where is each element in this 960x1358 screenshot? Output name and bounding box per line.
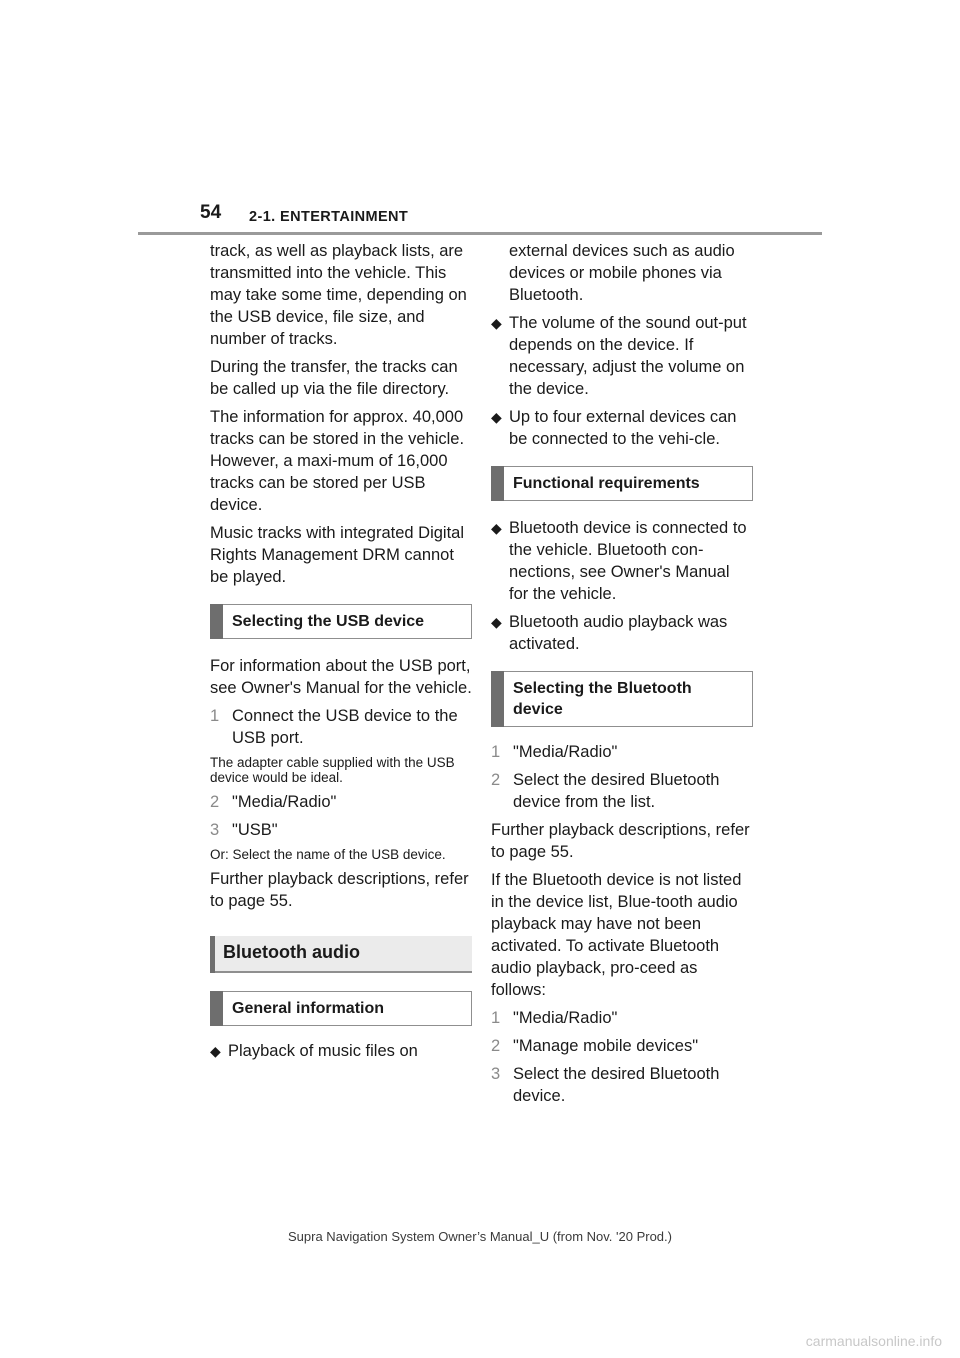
step-item	[491, 1063, 753, 1107]
step-number: 1	[491, 743, 501, 761]
step-number: 2	[491, 771, 501, 789]
heading-text: Selecting the USB device	[232, 613, 425, 630]
step-number: 2	[491, 1037, 501, 1055]
step-number: 2	[210, 793, 220, 811]
heading-bluetooth-audio	[210, 936, 472, 973]
heading-selecting-usb	[210, 604, 472, 639]
paragraph: Further playback descriptions, refer to page 55.	[491, 821, 750, 861]
step-text: "Media/Radio"	[513, 1009, 618, 1027]
section-title: 2-1. ENTERTAINMENT	[249, 209, 409, 225]
diamond-bullet-icon: ◆	[491, 315, 502, 331]
step-item	[491, 1007, 753, 1029]
diamond-bullet-icon: ◆	[491, 614, 502, 630]
page-number: 54	[200, 202, 222, 223]
page-footer: Supra Navigation System Owner’s Manual_U (from Nov. '20 Prod.)	[288, 1229, 672, 1244]
heading-bar	[210, 604, 223, 639]
bullet-text: The volume of the sound out-put depends on the device. If necessary, adjust the volume on the device.	[509, 314, 747, 398]
heading-bar	[210, 991, 223, 1026]
diamond-bullet-icon: ◆	[491, 520, 502, 536]
bullet-text: Bluetooth device is connected to the vehicle. Bluetooth con-nections, see Owner's Manual for the vehicle.	[509, 519, 747, 603]
watermark[interactable]: carmanualsonline.info	[805, 1333, 942, 1349]
paragraph: During the transfer, the tracks can be called up via the file directory.	[210, 358, 458, 398]
bullet-text: Up to four external devices can be connected to the vehi-cle.	[509, 408, 737, 448]
heading-text: Selecting the Bluetooth device	[513, 680, 692, 718]
step-item	[210, 705, 472, 749]
heading-text: Functional requirements	[513, 475, 700, 492]
bullet-item	[491, 517, 753, 605]
step-number: 1	[210, 707, 220, 725]
paragraph: The information for approx. 40,000 tracks can be stored in the vehicle. However, a maxi-mum of 16,000 tracks can be stored per USB device.	[210, 408, 465, 514]
diamond-bullet-icon: ◆	[210, 1043, 221, 1059]
left-column	[210, 240, 472, 1068]
heading-text: Bluetooth audio	[223, 942, 360, 962]
step-text: "USB"	[232, 821, 278, 839]
heading-text: General information	[232, 1000, 385, 1017]
step-item	[210, 791, 472, 813]
step-text: Select the desired Bluetooth device.	[513, 1065, 720, 1105]
paragraph: If the Bluetooth device is not listed in the device list, Blue-tooth audio playback may have not been activated. To activate Bluetooth audio playback, pro-ceed as follows:	[491, 871, 742, 999]
paragraph: Music tracks with integrated Digital Rights Management DRM cannot be played.	[210, 524, 465, 586]
note: The adapter cable supplied with the USB device would be ideal.	[210, 755, 455, 785]
heading-bar	[491, 671, 504, 727]
header-rule	[138, 232, 822, 235]
step-text: Select the desired Bluetooth device from the list.	[513, 771, 720, 811]
step-text: "Media/Radio"	[232, 793, 337, 811]
step-item	[491, 1035, 753, 1057]
heading-bar	[210, 936, 215, 973]
paragraph: For information about the USB port, see Owner's Manual for the vehicle.	[210, 657, 472, 697]
heading-general-information	[210, 991, 472, 1026]
step-item	[491, 741, 753, 763]
heading-functional-requirements	[491, 466, 753, 501]
bullet-item	[491, 312, 753, 400]
right-column	[491, 240, 753, 1113]
step-number: 3	[210, 821, 220, 839]
paragraph: track, as well as playback lists, are transmitted into the vehicle. This may take some time, depending on the USB device, file size, and number of tracks.	[210, 242, 467, 348]
step-number: 3	[491, 1065, 501, 1083]
paragraph: external devices such as audio devices or mobile phones via Bluetooth.	[509, 242, 735, 304]
bullet-item	[491, 406, 753, 450]
bullet-item	[210, 1040, 472, 1062]
bullet-item	[491, 611, 753, 655]
bullet-text: Bluetooth audio playback was activated.	[509, 613, 728, 653]
bullet-text: Playback of music files on	[228, 1042, 418, 1060]
step-text: Connect the USB device to the USB port.	[232, 707, 458, 747]
heading-selecting-bluetooth	[491, 671, 753, 727]
step-text: "Manage mobile devices"	[513, 1037, 699, 1055]
step-text: "Media/Radio"	[513, 743, 618, 761]
step-item	[210, 819, 472, 841]
paragraph: Further playback descriptions, refer to page 55.	[210, 870, 469, 910]
step-item	[491, 769, 753, 813]
step-number: 1	[491, 1009, 501, 1027]
note: Or: Select the name of the USB device.	[210, 847, 446, 862]
heading-bar	[491, 466, 504, 501]
diamond-bullet-icon: ◆	[491, 409, 502, 425]
